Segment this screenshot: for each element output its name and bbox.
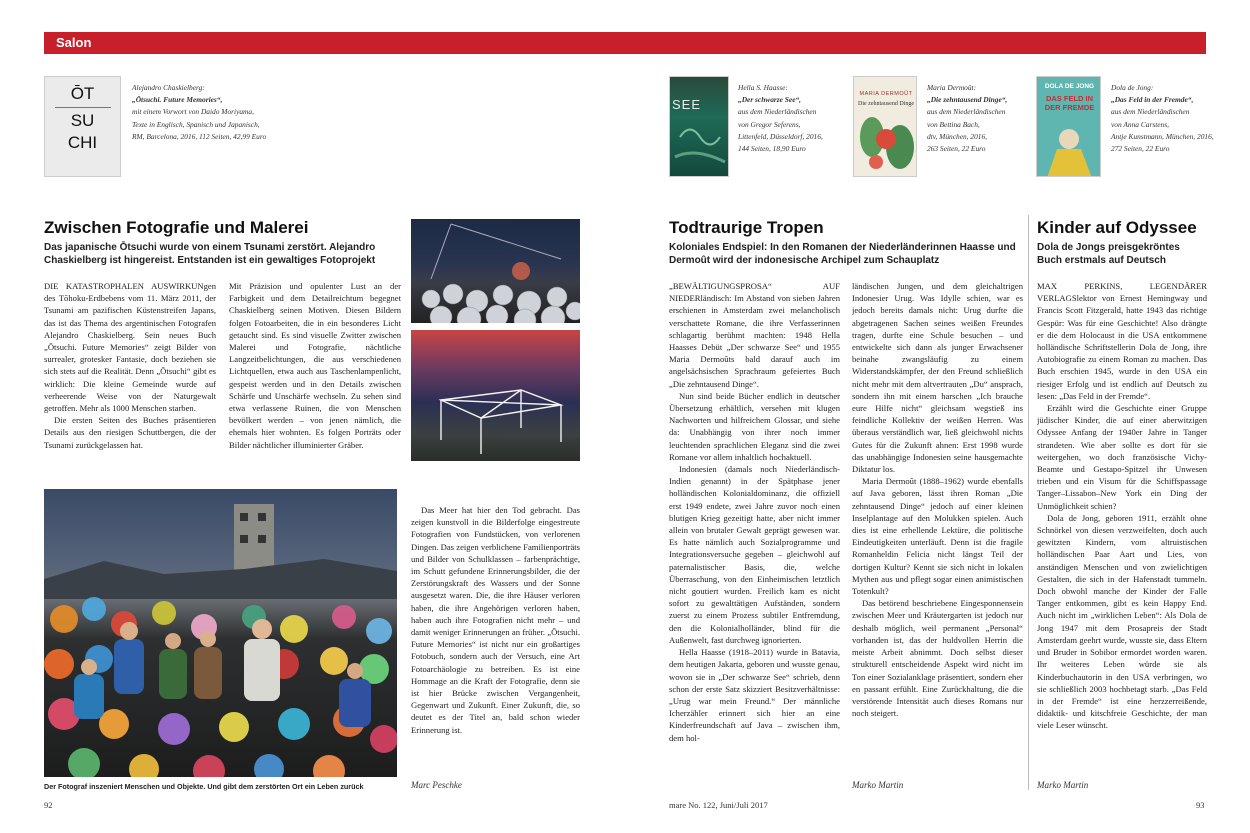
- deck-todtraurige-tropen: Koloniales Endspiel: In den Romanen der Niederländerinnen Haasse und Dermoût wird der indonesische Archipel zum Schauplatz: [669, 242, 1016, 266]
- book-cover-der-schwarze-see: [669, 76, 729, 177]
- book-cover-die-zehntausend-dinge: [853, 76, 917, 177]
- section-label: Salon: [56, 35, 92, 50]
- book-info-line: von Gregor Seferens,: [738, 119, 801, 129]
- headline-kinder-auf-odyssee: Kinder auf Odyssee: [1037, 218, 1197, 237]
- author-article2: Marko Martin: [1037, 780, 1089, 790]
- headline-left: Zwischen Fotografie und Malerei: [44, 218, 309, 237]
- paragraph: Mit Präzision und opulenter Lust an der Farbigkeit und dem Detailreichtum begegnet Chaskielberg seinen Motiven. Diesen Bildern folgen Fotoarbeiten, die in ein besonderes Licht getaucht sind. Es sind visuelle Zwitter zwischen Malerei und Fotografie, nächtliche Langzeitbelichtungen, die aus verschiedenen Lichtquellen, etwa auch aus Taschenlampenlicht, gespeist werden und in den Details zwischen Schärfe und Unschärfe wechseln. Zu sehen sind etwa verlassene Ruinen, die von Menschen bevölkert werden – von jenen nämlich, die ehemals hier wohnten. Es folgen Porträts oder Bilder nächtlicher illuminierter Gräber.: [229, 281, 401, 450]
- paragraph: Dola de Jong, geboren 1911, erzählt ohne Schnörkel von diesen verzweifelten, doch auch gewitzten Kindern, vom altruistischen holländischen Paar Aart und Lies, von anständigen Menschen und von zwielichtigen Gestalten, die sich in der Hafenstadt tummeln. Doch obwohl manche der Kinder der Falle Tanger entkommen, gibt es kein Happy End. Auch nicht im „wirklichen Leben“: Als Dola de Jong 1947 mit dem Prosapreis der Stadt Amsterdam geehrt wurde, wusste sie, dass Eltern und Bruder in Sobibor ermordet worden waren. Ihr weiteres Leben würde sie als Kinderbuchautorin in den USA verbringen, wo sie schließlich 2003 hochbetagt starb. „Das Feld in der Fremde“ ist eine herzzerreißende, didaktik- und kitschfreie Geschichte, der man viele Leser wünscht.: [1037, 512, 1207, 731]
- paragraph: ländischen Jungen, und dem gleichaltrigen Indonesier Urug. Was Idylle schien, war es jedoch bereits damals nicht: Urug durfte die abgetragenen Sachen seines weißen Freundes tragen, durfte eine Schule besuchen – und entwickelte sich dann als junger Erwachsener beinahe zwangsläufig zu einem Widerstandskämpfer, der den Freund schließlich nicht mehr mit dem altvertrauten „Du“ ansprach, sondern ihn mit einem harschen „Ich brauche eure Hilfe nicht“ gleichsam wegstieß ins feindliche Kollektiv der weißen Herren. Was überaus verständlich war, ließ gleichwohl nichts Gutes für die Zukunft ahnen: Erst 1998 wurde das unabhängige Indonesien seine hausgemachte Diktatur los.: [852, 281, 1023, 475]
- book-info-line: Maria Dermoût:: [927, 83, 977, 92]
- book-info-line: Antje Kunstmann, München, 2016,: [1111, 131, 1214, 141]
- author-left: Marc Peschke: [411, 780, 462, 790]
- right-a2-col: [1037, 280, 1207, 771]
- cover-title: DOLA DE JONG: [1044, 83, 1095, 90]
- section-banner: [44, 32, 1206, 54]
- paragraph: Das Meer hat hier den Tod gebracht. Das zeigen kunstvoll in die Bilderfolge eingestreute Fotografien von Fundstücken, von verlorenen Dingen. Das zeigen verblichene Familienporträts und Bilder von Schulklassen – farbenprächtige, im Schutt gefundene Erinnerungsbilder, die der Zerstörungskraft des Wassers und der Sonne ausgesetzt waren. Die, die ihre Häuser verloren haben, die ihre Angehörigen verloren haben, haben auch ihre Fotografien nicht mehr – und damit weniger Erinnerungen an früher. „Ōtsuchi. Future Memories“ ist nicht nur ein großartiges Fotobuch, sondern auch der Versuch, eine Art Fotoarchäologie zu betreiben. Es ist eine Hommage an die Kraft der Fotografie, denn sie ist hier Brücke zwischen Vergangenheit, Gegenwart und Zukunft. Einer Zukunft, die, so deutet es der Titel an, bald schon wieder Erinnerung ist.: [411, 505, 580, 735]
- book-info-line: Dola de Jong:: [1111, 83, 1154, 92]
- book-info-line: 272 Seiten, 22 Euro: [1111, 144, 1170, 154]
- paragraph: Hella Haasse (1918–2011) wurde in Batavia, dem heutigen Jakarta, geboren und wusste genau, wovon sie in „Der schwarze See“ schrieb, denn schon der erste Satz skizziert Besitzverhältnisse: „Urug war mein Freund.“ Der männliche Icherzähler erinnert sich hier an eine Kinderfreundschaft auf Java – zwischen ihm, dem hol-: [669, 647, 840, 743]
- book-info-line: von Bettina Bach,: [927, 119, 980, 129]
- right-a1-col-1: [669, 280, 840, 771]
- cover-title: MARIA DERMOÛT: [859, 91, 913, 97]
- book-info-das-feld-in-der-fremde: [1111, 82, 1214, 155]
- paragraph: „BEWÄLTIGUNGSPROSA“ AUF NIEDERländisch: Im Abstand von sieben Jahren erschienen in Amsterdam zwei melancholisch verschattete Romane, die ihre Verfasserinnen schlagartig berühmt machten: 1948 Hella Haasses Debüt „Der schwarze See“ und 1955 Maria Dermoûts bald darauf auch im angelsächsischen Sprachraum gefeiertes Buch „Die zehntausend Dinge“.: [669, 281, 840, 389]
- book-info-line: von Anna Carstens,: [1111, 119, 1169, 129]
- book-info-title: „Ōtsuchi. Future Memories“,: [132, 95, 223, 105]
- book-info-title: „Das Feld in der Fremde“,: [1111, 95, 1194, 105]
- book-info-line: mit einem Vorwort von Daido Moriyama,: [132, 107, 254, 117]
- page-number-right: 93: [1196, 800, 1205, 810]
- cover-line: SU: [70, 111, 95, 130]
- cover-subtitle: Die zehntausend Dinge: [858, 101, 914, 107]
- headline-todtraurige-tropen: Todtraurige Tropen: [669, 218, 824, 237]
- cover-line: ŌT: [70, 84, 95, 103]
- paragraph: Das betörend beschriebene Eingesponnensein zwischen Meer und Kräutergarten ist jedoch nur deshalb möglich, weil permanent „Personal“ vorhanden ist, das der huldvollen Herrin die meiste Arbeit abnimmt. Doch selbst dieser strukturell entscheidende Aspekt wird nicht im Ton einer Sozialanklage präsentiert, sondern eher en passant erfühlt. Eine Zurückhaltung, die die verstörende Intensität auch dieses Romans nur noch steigert.: [852, 598, 1023, 719]
- book-info-line: Alejandro Chaskielberg:: [132, 83, 205, 92]
- paragraph: Erzählt wird die Geschichte einer Gruppe jüdischer Kinder, die auf einer aberwitzigen Odyssee Anfang der 1940er Jahre in Tanger strandeten. Wie aber sollte es dort für sie weitergehen, wo doch französische Vichy-Beamte und Gestapo-Spitzel ihr Unwesen trieben und ein Visum für die Schiffspassage Tanger–Lissabon–New York ein Ding der Unmöglichkeit schien?: [1037, 403, 1207, 511]
- paragraph: Nun sind beide Bücher endlich in deutscher Übersetzung erhältlich, versehen mit klugen Nachworten und hilfreichem Glossar, und siehe da: Unabhängig von ihrer noch immer leuchtenden sprachlichen Eleganz sind die zwei Romane vor allem inhaltlich hochaktuell.: [669, 390, 840, 462]
- book-info-line: aus dem Niederländischen: [927, 107, 1006, 117]
- cover-title: SEE: [672, 97, 702, 112]
- photo-caption: Der Fotograf inszeniert Menschen und Objekte. Und gibt dem zerstörten Ort ein Leben zurück: [44, 782, 364, 791]
- book-info-title: „Die zehntausend Dinge“,: [927, 95, 1008, 105]
- book-info-line: RM, Barcelona, 2016, 112 Seiten, 42,99 Euro: [132, 131, 267, 141]
- paragraph: Indonesien (damals noch Niederländisch-Indien genannt) in der Spätphase jener holländischen Kolonialdominanz, die offiziell erst 1949 endete, zwei Jahre zuvor noch einen blutigen Krieg gezeitigt hatte, aber nicht immer allein von brutaler Gewalt geprägt gewesen war. Es hatte nämlich auch Sozialprogramme und Integrationsversuche gegeben – gleichwohl auf paternalistischer Basis, die, welche Überraschung, von den Einheimischen letztlich nicht goutiert wurden. Freilich kam es nicht sofort zu gewalttätigen Aufständen, sondern zuerst zu einem Prozess subtiler Entfremdung, den die Kolonialholländer, blind für die Außenwelt, fast durchweg ignorierten.: [669, 464, 840, 645]
- book-info-line: 144 Seiten, 18,90 Euro: [738, 144, 806, 154]
- left-col-2: [229, 280, 401, 485]
- paragraph: Maria Dermoût (1888–1962) wurde ebenfalls auf Java geboren, lässt ihren Roman „Die zehntausend Dinge“ jedoch auf einer kleinen Inselplantage auf den Molukken spielen. Auch dies ist eine erhellende Lektüre, die politische Eindeutigkeiten unterläuft. Denn ist die fragile Romanheldin Felicia nicht längst Teil der dortigen Kultur? Kennt sie sich nicht in lokalen Mythen aus und pflegt sogar einen animistischen Totenkult?: [852, 476, 1023, 597]
- photo-illuminated-frame: [411, 330, 580, 461]
- column-divider: [1028, 215, 1029, 790]
- book-info-line: Hella S. Haasse:: [738, 83, 788, 92]
- deck-left: Das japanische Ōtsuchi wurde von einem Tsunami zerstört. Alejandro Chaskielberg ist hingereist. Entstanden ist ein gewaltiges Fotoprojekt: [44, 242, 376, 266]
- photo-people-spheres: [44, 489, 397, 777]
- left-col-3: [411, 504, 580, 770]
- book-info-line: dtv, München, 2016,: [927, 131, 987, 141]
- author-article1: Marko Martin: [852, 780, 904, 790]
- paragraph: Die ersten Seiten des Buches präsentieren Details aus den riesigen Schuttbergen, die der Tsunami zurückgelassen hat.: [44, 415, 216, 450]
- book-info-line: 263 Seiten, 22 Euro: [927, 144, 986, 154]
- book-info-line: aus dem Niederländischen: [738, 107, 817, 117]
- cover-line: CHI: [67, 133, 98, 152]
- paragraph: MAX PERKINS, LEGENDÄRER VERLAGSlektor von Ernest Hemingway und Francis Scott Fitzgerald, hatte 1943 das richtige Gespür: Was für eine Geschichte! Also drängte er die dem Holocaust in die USA entkommene holländische Schriftstellerin Dola de Jong, ihre Autobiografie zu einem Roman zu machen. Das Buch erschien 1945, wurde in den USA ein riesiger Erfolg und ist endlich auf Deutsch zu lesen: „Das Feld in der Fremde“.: [1037, 281, 1207, 401]
- book-cover-das-feld-in-der-fremde: [1036, 76, 1101, 177]
- right-a1-col-2: [852, 280, 1023, 771]
- book-info-die-zehntausend-dinge: [927, 82, 1007, 155]
- deck-kinder-auf-odyssee: Dola de Jongs preisgekröntes Buch erstmals auf Deutsch: [1037, 242, 1180, 266]
- book-cover-otsuchi: [44, 76, 121, 177]
- issue-info-left: mare No. 122, Juni/Juli 2017: [669, 800, 768, 810]
- book-info-otsuchi: [132, 82, 266, 143]
- book-info-line: Littenfeld, Düsseldorf, 2016,: [738, 131, 823, 141]
- book-info-line: Texte in Englisch, Spanisch und Japanisch,: [132, 119, 260, 129]
- left-col-1: [44, 280, 216, 485]
- photo-night-spheres: [411, 219, 580, 323]
- paragraph: DIE KATASTROPHALEN AUSWIRKUNgen des Tōhoku-Erdbebens vom 11. März 2011, der Tsunami am pazifischen Küstenstreifen Japans, das ist das Thema des argentinischen Fotografen Alejandro Chaskielberg. Sein neues Buch „Ōtsuchi. Future Memories“ zeigt Bilder von surrealer, grotesker Fantasie, doch beziehen sie sich stets auf die Realität. Denn „Ōtsuchi“ gibt es wirklich: Die kleine Gemeinde wurde auf verheerende Weise von der Naturgewalt getroffen. Mehr als 1000 Menschen starben.: [44, 281, 216, 414]
- book-info-title: „Der schwarze See“,: [738, 95, 802, 105]
- book-info-line: aus dem Niederländischen: [1111, 107, 1190, 117]
- cover-subtitle: DAS FELD IN DER FREMDE: [1044, 94, 1095, 112]
- book-info-der-schwarze-see: [738, 82, 823, 155]
- page-number-left: 92: [44, 800, 53, 810]
